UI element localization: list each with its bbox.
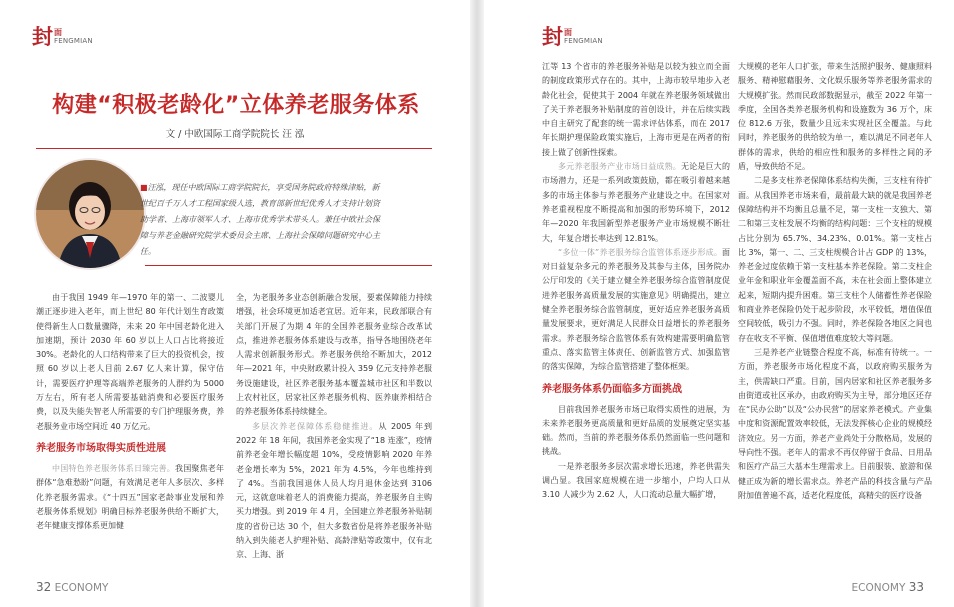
section-header-en: FENGMIAN bbox=[54, 37, 93, 45]
section-header-cn: 面 bbox=[54, 28, 62, 37]
section-header bbox=[32, 26, 93, 48]
title-divider bbox=[36, 148, 432, 149]
left-page bbox=[0, 0, 470, 607]
section-header bbox=[542, 26, 603, 48]
author-bio-text: 汪泓，现任中欧国际工商学院院长，享受国务院政府特殊津贴，新世纪百千万人才工程国家级人选，教育部新世纪优秀人才支持计划资助学者、上海市领军人才、上海市优秀学术带头人。兼任中欧社会保障与养老金融研究院学术委员会主席、上海社会保障问题研究中心主任。 bbox=[140, 183, 380, 256]
paragraph: 江等 13 个省市的养老服务补贴是以较为独立而全面的制度政策形式存在的。其中，上海市较早地步入老龄化社会，促使其于 2004 年就在养老服务领域做出了关于养老服务补贴制度的首创设计，并在后续实践中自主研究了配套的统一需求评估体系，而在 2017 年长期护理保险政策实施后，上海市更是在两者的衔接上做了创新性探索。 bbox=[542, 62, 730, 157]
paragraph: 三是养老产业链整合程度不高，标准有待统一。一方面，养老服务市场化程度不高，以政府购买服务为主，供需缺口严重。目前，国内居家和社区养老服务多由街道或社区承办，由政府购买为主导，部分地区还存在“民办公助”以及“公办民营”的居家养老模式。产业集中度和资源配置效率较低，无法发挥核心企业的规模经济效应。另一方面，养老产业尚处于分散格局，发展的导向性不强。老年人的需求不再仅停留于食品、日用品和医疗产品三大基本生理需求上。目前服装、旅游和保健正成为新的增长需求点。养老产品的科技含量与产品附加值普遍不高，适老化程度低，高精尖的医疗设备 bbox=[738, 347, 932, 500]
paragraph: 大规模的老年人口扩张，带来生活照护服务、健康照料服务、精神慰藉服务、文化娱乐服务等养老服务需求的大规模扩张。然而民政部数据显示，截至 2022 年第一季度，全国各类养老服务机构和设施数为 36 万个，床位 812.6 万张，数量少且远未实现社区全覆盖。与此同时，养老服务的供给较为单一，难以满足不同老年人群体的需求，供给的相应性和服务的多样性之间的矛盾，导致供给不足。 bbox=[738, 62, 932, 172]
section-header-cn: 面 bbox=[564, 28, 572, 37]
paragraph: 全，为老服务多业态创新融合发展，要素保障能力持续增强，社会环境更加适老宜居。近年来，民政部联合有关部门开展了为期 4 年的全国养老服务业综合改革试点，推进养老服务体系建设与改革，指导各地围绕老年人需求创新服务形式。养老服务供给不断加大，2012 年—2021 年，中央财政累计投入 359 亿元支持养老服务设施建设，社区养老服务基本覆盖城市社区和半数以上农村社区，居家社区养老服务机构、医养康养相结合的养老服务体系持续健全。 bbox=[236, 293, 432, 417]
right-column-2 bbox=[738, 60, 932, 575]
left-column-1 bbox=[36, 291, 224, 573]
right-page bbox=[484, 0, 954, 607]
section-heading: 养老服务市场取得实质性进展 bbox=[36, 442, 166, 454]
subheading: “多位一体”养老服务综合监管体系逐步形成。 bbox=[558, 247, 722, 257]
paragraph: 一是养老服务多层次需求增长迅速，养老供需失调凸显。我国家庭规模在进一步缩小，户均人口从 3.10 人减少为 2.62 人，人口流动总量大幅扩增， bbox=[542, 461, 730, 500]
page-footer bbox=[852, 580, 924, 594]
section-header-big: 封 bbox=[32, 25, 53, 49]
bio-marker: ■ bbox=[140, 183, 148, 192]
paragraph: 二是多支柱养老保障体系结构失衡，三支柱有待扩面。从我国养老市场来看，最前最大缺的就是我国养老保障结构并不均衡且总量不足，第一支柱一支独大、第二和第三支柱发展不均衡的结构问题：三个支柱的规模占比分别为 65.7%、34.23%、0.01%。第一支柱占比 3%，第一、二、三支柱规模合计占 GDP 的 13%，养老金过度依赖于第一支柱基本养老保险。第二支柱企业年金和职业年金覆盖面不高，未在社会面上整体建立起来，短期内提升困难。第三支柱个人储蓄性养老保险和商业养老保险仍处于起步阶段，水平较低，增值保值空间较低，吸引力不强。同时，养老保险各地区之间也存在收支不平衡、保值增值难度较大等问题。 bbox=[738, 176, 932, 343]
subheading: 中国特色养老服务体系日臻完善。 bbox=[52, 463, 175, 473]
author-photo bbox=[36, 160, 144, 268]
page-gutter bbox=[470, 0, 484, 607]
page-footer bbox=[36, 580, 108, 594]
paragraph: 我国聚焦老年群体“急难愁盼”问题，有效满足老年人多层次、多样化养老服务需求。《“十四五”国家老龄事业发展和养老服务体系规划》明确目标养老服务供给不断扩大，老年健康支撑体系更加健 bbox=[36, 463, 224, 531]
byline: 文 / 中欧国际工商学院院长 汪 泓 bbox=[165, 129, 305, 140]
left-column-2 bbox=[236, 291, 432, 573]
section-header-en: FENGMIAN bbox=[564, 37, 603, 45]
right-column-1 bbox=[542, 60, 730, 575]
magazine-name: ECONOMY bbox=[54, 582, 109, 594]
paragraph: 无论是巨大的市场潜力，还是一系列政策鼓励，都在吸引着越来越多的市场主体参与养老服务产业建设之中。在国家对养老重视程度不断提高和加强的形势环境下，2012 年—2020 年我国新型养老服务产业市场规模不断壮大，年复合增长率达到 12.81%。 bbox=[542, 162, 730, 243]
magazine-name: ECONOMY bbox=[851, 582, 906, 594]
section-heading: 养老服务体系仍面临多方面挑战 bbox=[542, 383, 682, 395]
article-title: 构建“积极老龄化”立体养老服务体系 bbox=[52, 93, 420, 118]
paragraph: 由于我国 1949 年—1970 年的第一、二波婴儿潮正逐步进入老年，而上世纪 80 年代计划生育政策使得新生人口数量骤降，未来 20 年中国老龄化进入加速期，预计 2030 年 60 岁以上人口占比将接近 30%。老龄化的人口结构带来了巨大的投资机会，按照 60 岁以上老人目前 2.67 亿人来计算，保守估计，需要医疗护理等高端养老服务的人群约为 5000 万左右，所有老人所需要基础消费和必要医疗服务费，以及失能失智老人所需要的专门护理服务费，养老服务业市场空间近 40 万亿元。 bbox=[36, 293, 224, 431]
author-bio bbox=[140, 180, 380, 260]
paragraph: 面对日益复杂多元的养老服务及其参与主体，国务院办公厅印发的《关于建立健全养老服务综合监管制度促进养老服务高质量发展的实施意见》明确提出，建立健全养老服务综合监管制度，更好适应养老服务高质量发展要求，更好满足人民群众日益增长的养老服务需求。养老服务综合监管体系有效构建需要明确监管重点、落实监管主体责任、创新监管方式、加强监管的落实保障，为综合监管搭建了整体框架。 bbox=[542, 247, 730, 372]
paragraph: 从 2005 年到 2022 年 18 年间，我国养老金实现了“18 连涨”，疫情前养老金年增长幅度超 10%，受疫情影响 2020 年养老金增长率为 5%，2021 年为 4.5%，今年也维持到了 4%。当前我国退休人员人均月退休金达到 3106 元，这就意味着老人的消费能力提高，养老服务自主购买力增强。到 2019 年 4 月，全国建立养老服务补贴制度的省份已达 30 个，但大多数省份是将养老服务补贴纳入到失能老人护理补贴、高龄津贴等政策中，仅有北京、上海、浙 bbox=[236, 421, 432, 560]
paragraph: 目前我国养老服务市场已取得实质性的进展，为未来养老服务更高质量和更好品质的发展奠定坚实基础。然而，当前的养老服务体系仍然面临一些问题和挑战。 bbox=[542, 404, 730, 457]
subheading: 多层次养老保障体系稳健推进。 bbox=[252, 421, 379, 431]
bio-divider bbox=[145, 265, 432, 266]
page-number: 32 bbox=[36, 580, 52, 594]
page-number: 33 bbox=[908, 580, 924, 594]
subheading: 多元养老服务产业市场日益成熟。 bbox=[558, 162, 681, 172]
section-header-big: 封 bbox=[542, 25, 563, 49]
